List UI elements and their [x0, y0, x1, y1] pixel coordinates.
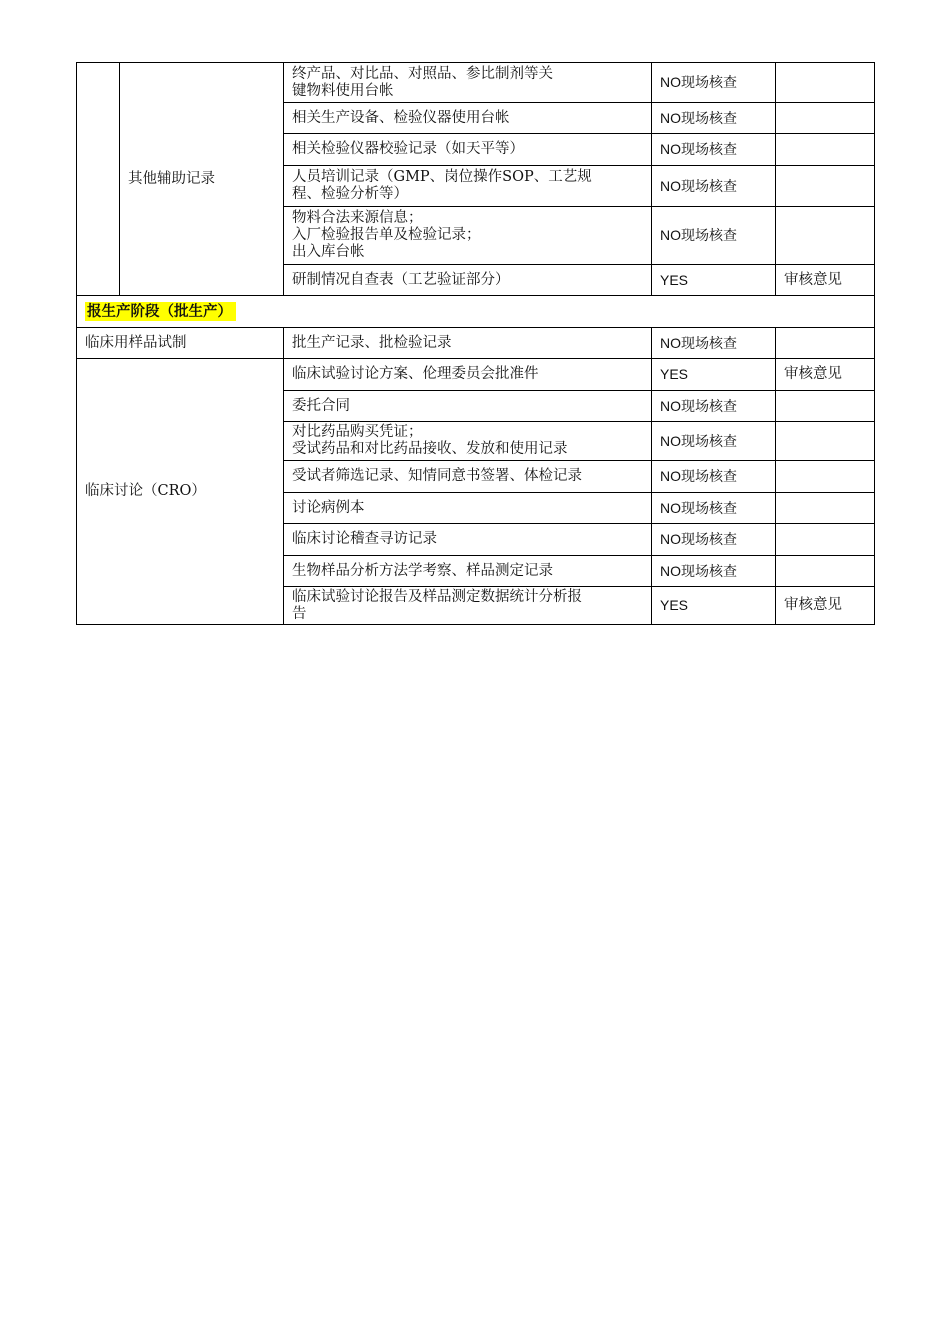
section-header-cell — [77, 296, 875, 328]
check-status-cell: NO现场核查 — [652, 556, 776, 587]
category-label: 其他辅助记录 — [120, 63, 284, 296]
item-text-line: 临床试验讨论报告及样品测定数据统计分析报 — [292, 588, 582, 605]
item-cell: 批生产记录、批检验记录 — [284, 328, 652, 359]
note-cell — [776, 328, 875, 359]
item-cell — [284, 134, 652, 166]
check-status-cell: NO现场核查 — [652, 391, 776, 422]
category-label: 临床讨论（CRO） — [77, 359, 284, 625]
table-body — [77, 63, 875, 625]
item-text-line: 告 — [292, 605, 307, 622]
item-cell — [284, 587, 652, 625]
item-cell — [284, 391, 652, 422]
review-checklist-table — [76, 62, 875, 625]
item-text-line: 讨论病例本 — [292, 499, 365, 516]
check-status-cell: YES — [652, 359, 776, 391]
note-cell — [776, 556, 875, 587]
item-cell — [284, 207, 652, 265]
item-cell — [284, 166, 652, 207]
note-cell — [776, 63, 875, 103]
item-text-line: 委托合同 — [292, 397, 350, 414]
section-header-title: 报生产阶段（批生产） — [85, 302, 236, 321]
note-cell — [776, 166, 875, 207]
note-cell — [776, 134, 875, 166]
item-text-line: 相关生产设备、检验仪器使用台帐 — [292, 109, 510, 126]
note-cell — [776, 103, 875, 134]
item-cell — [284, 63, 652, 103]
note-cell: 审核意见 — [776, 587, 875, 625]
note-cell: 审核意见 — [776, 359, 875, 391]
table-row — [77, 359, 875, 391]
item-cell — [284, 359, 652, 391]
note-cell — [776, 461, 875, 493]
check-status-cell: NO现场核查 — [652, 134, 776, 166]
item-cell — [284, 556, 652, 587]
item-text-line: 受试者筛选记录、知情同意书签署、体检记录 — [292, 468, 582, 484]
item-cell — [284, 524, 652, 556]
check-status-cell: NO现场核查 — [652, 328, 776, 359]
item-text-line: 对比药品购买凭证； — [292, 424, 423, 440]
item-cell — [284, 265, 652, 296]
item-text-line: 出入库台帐 — [292, 244, 365, 260]
check-status-cell: NO现场核查 — [652, 103, 776, 134]
item-text-line: 临床讨论稽查寻访记录 — [292, 531, 437, 547]
check-status-cell: NO现场核查 — [652, 493, 776, 524]
item-text-line: 入厂检验报告单及检验记录； — [292, 227, 481, 243]
section-header-row — [77, 296, 875, 328]
check-status-cell: YES — [652, 265, 776, 296]
item-text-line: 生物样品分析方法学考察、样品测定记录 — [292, 562, 553, 579]
item-cell — [284, 422, 652, 461]
item-text-line: 受试药品和对比药品接收、发放和使用记录 — [292, 441, 568, 457]
item-text-line: 相关检验仪器校验记录（如天平等） — [292, 141, 524, 157]
item-text-line: 物料合法来源信息； — [292, 210, 423, 226]
blank-index-cell — [77, 63, 120, 296]
check-status-cell: NO现场核查 — [652, 166, 776, 207]
note-cell — [776, 493, 875, 524]
item-text-line: 键物料使用台帐 — [292, 82, 394, 99]
check-status-cell: NO现场核查 — [652, 524, 776, 556]
item-cell — [284, 103, 652, 134]
note-cell: 审核意见 — [776, 265, 875, 296]
item-cell — [284, 493, 652, 524]
item-text-line: 临床试验讨论方案、伦理委员会批准件 — [292, 366, 539, 382]
table-row — [77, 63, 875, 103]
check-status-cell: NO现场核查 — [652, 461, 776, 493]
category-label: 临床用样品试制 — [77, 328, 284, 359]
item-cell — [284, 461, 652, 493]
note-cell — [776, 422, 875, 461]
item-text-line: 终产品、对比品、对照品、参比制剂等关 — [292, 65, 553, 82]
note-cell — [776, 207, 875, 265]
table-row — [77, 328, 875, 359]
check-status-cell: NO现场核查 — [652, 63, 776, 103]
item-text-line: 人员培训记录（GMP、岗位操作SOP、工艺规 — [292, 169, 592, 185]
note-cell — [776, 391, 875, 422]
note-cell — [776, 524, 875, 556]
check-status-cell: YES — [652, 587, 776, 625]
item-text-line: 程、检验分析等） — [292, 186, 408, 202]
check-status-cell: NO现场核查 — [652, 422, 776, 461]
check-status-cell: NO现场核查 — [652, 207, 776, 265]
item-text-line: 研制情况自查表（工艺验证部分） — [292, 271, 510, 288]
